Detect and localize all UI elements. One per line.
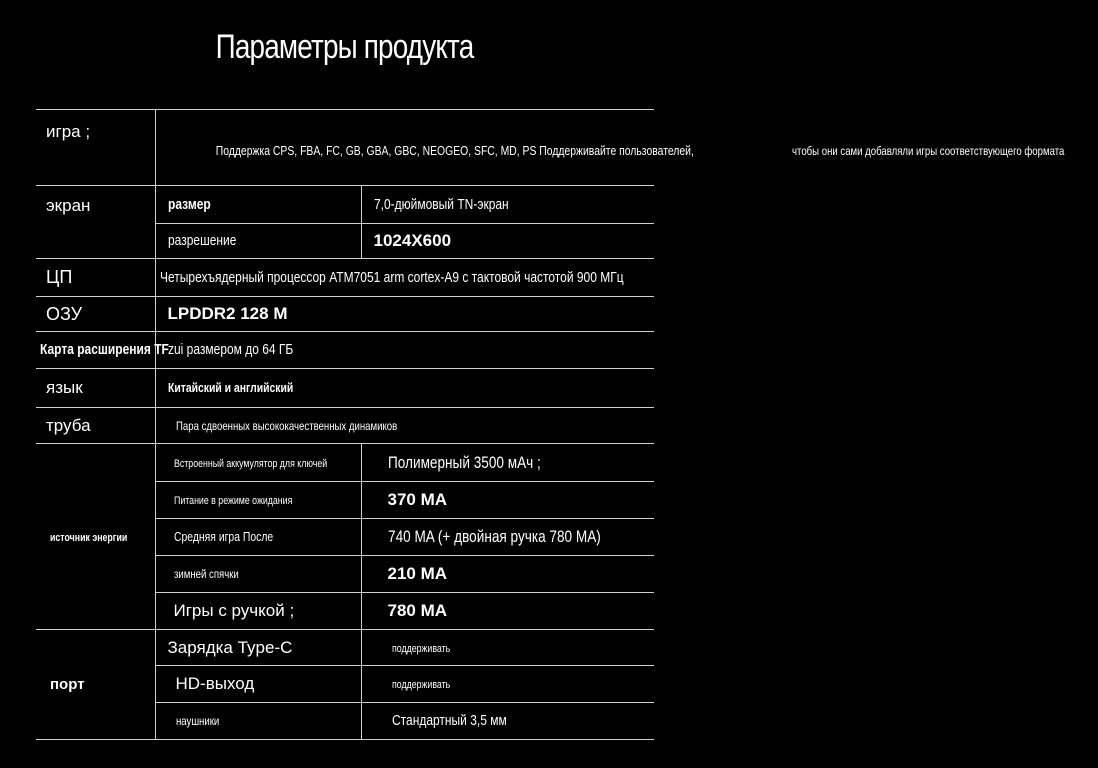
label-game: игра ; xyxy=(36,110,155,186)
value-speaker: Пара сдвоенных высококачественных динамиков xyxy=(155,408,654,444)
label-language: язык xyxy=(36,369,155,408)
power-item-name: Игры с ручкой ; xyxy=(155,593,361,630)
port-item-value: поддерживать xyxy=(361,630,654,666)
power-item-value: 740 MA (+ двойная ручка 780 MA) xyxy=(361,519,654,556)
port-item-value: поддерживать xyxy=(361,666,654,703)
label-power: источник энергии xyxy=(36,444,155,630)
label-ram: ОЗУ xyxy=(36,297,155,332)
screen-resolution-value: 1024X600 xyxy=(361,224,654,259)
row-power-1 xyxy=(36,444,654,482)
row-screen-size xyxy=(36,186,654,224)
power-item-value: 370 MA xyxy=(361,482,654,519)
page-title: Параметры продукта xyxy=(215,28,474,66)
row-speaker xyxy=(36,408,654,444)
power-item-value: Полимерный 3500 мАч ; xyxy=(361,444,654,482)
value-language: Китайский и английский xyxy=(155,369,654,408)
screen-size-label: размер xyxy=(155,186,361,224)
port-item-name: HD-выход xyxy=(155,666,361,703)
label-cpu: ЦП xyxy=(36,259,155,297)
label-screen: экран xyxy=(36,186,155,259)
port-item-value: Стандартный 3,5 мм xyxy=(361,703,654,740)
row-cpu xyxy=(36,259,654,297)
row-tf xyxy=(36,332,654,369)
label-port: порт xyxy=(36,630,155,740)
power-item-name: зимней спячки xyxy=(155,556,361,593)
power-item-value: 210 MA xyxy=(361,556,654,593)
port-item-name: Зарядка Type-C xyxy=(155,630,361,666)
row-language xyxy=(36,369,654,408)
row-game xyxy=(36,110,654,186)
value-tf: zui размером до 64 ГБ xyxy=(155,332,654,369)
value-ram: LPDDR2 128 M xyxy=(155,297,654,332)
port-item-name: наушники xyxy=(155,703,361,740)
spec-table xyxy=(36,109,1064,740)
power-item-name: Средняя игра После xyxy=(155,519,361,556)
label-tf: Карта расширения TF xyxy=(36,332,155,369)
row-port-1 xyxy=(36,630,654,666)
label-speaker: труба xyxy=(36,408,155,444)
value-cpu: Четырехъядерный процессор ATM7051 arm cortex-A9 с тактовой частотой 900 МГц xyxy=(155,259,654,297)
power-item-value: 780 MA xyxy=(361,593,654,630)
power-item-name: Встроенный аккумулятор для ключей xyxy=(155,444,361,482)
value-game: Поддержка CPS, FBA, FC, GB, GBA, GBC, NEOGEO, SFC, MD, PS Поддерживайте пользователей, чтобы они сами добавляли игры соответствующего формата xyxy=(155,110,654,186)
power-item-name: Питание в режиме ожидания xyxy=(155,482,361,519)
screen-size-value: 7,0-дюймовый TN-экран xyxy=(361,186,654,224)
screen-resolution-label: разрешение xyxy=(155,224,361,259)
row-ram xyxy=(36,297,654,332)
